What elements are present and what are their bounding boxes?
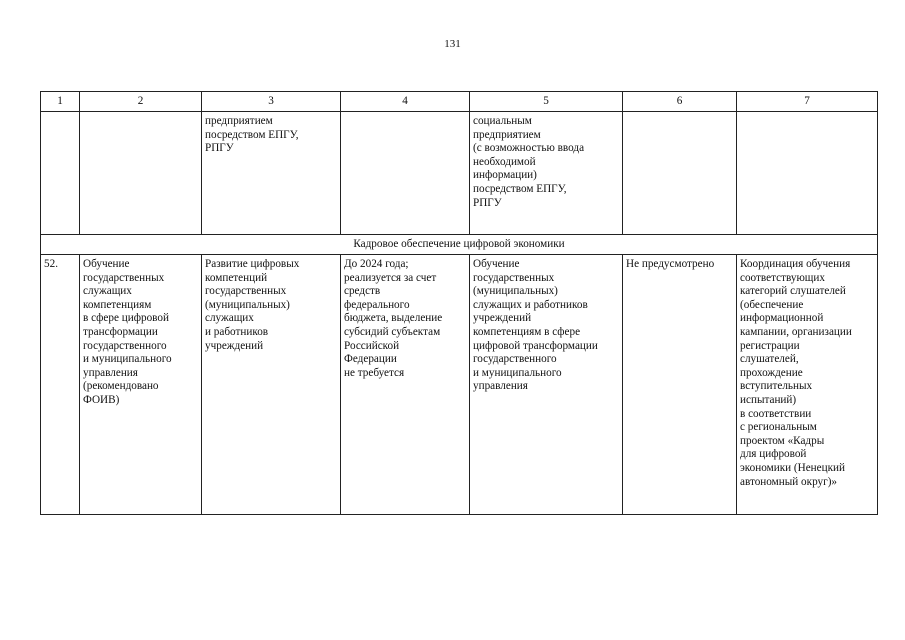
measure-timing-funding: До 2024 года; реализуется за счет средств федерального бюджета, выделение субсидий субъектам Российской Федерации не требуется bbox=[341, 255, 470, 515]
page-number: 131 bbox=[444, 38, 461, 50]
measure-regional-funding: Не предусмотрено bbox=[623, 255, 737, 515]
continuation-cell-2 bbox=[80, 112, 202, 235]
section-title: Кадровое обеспечение цифровой экономики bbox=[41, 235, 878, 255]
continuation-cell-7 bbox=[737, 112, 878, 235]
continuation-cell-5: социальным предприятием (с возможностью ввода необходимой информации) посредством ЕПГУ, РПГУ bbox=[470, 112, 623, 235]
row-number: 52. bbox=[41, 255, 80, 515]
measure-name: Обучение государственных служащих компетенциям в сфере цифровой трансформации государственного и муниципального управления (рекомендовано ФОИВ) bbox=[80, 255, 202, 515]
column-number-header-row bbox=[41, 92, 878, 112]
column-number-7: 7 bbox=[737, 92, 878, 112]
continuation-cell-1 bbox=[41, 112, 80, 235]
column-number-3: 3 bbox=[202, 92, 341, 112]
continuation-cell-6 bbox=[623, 112, 737, 235]
column-number-1: 1 bbox=[41, 92, 80, 112]
column-number-5: 5 bbox=[470, 92, 623, 112]
continuation-cell-3: предприятием посредством ЕПГУ, РПГУ bbox=[202, 112, 341, 235]
continuation-cell-4 bbox=[341, 112, 470, 235]
section-heading-row bbox=[41, 235, 878, 255]
measure-goal: Развитие цифровых компетенций государственных (муниципальных) служащих и работников учреждений bbox=[202, 255, 341, 515]
measure-regional-actions: Координация обучения соответствующих категорий слушателей (обеспечение информационной кампании, организации регистрации слушателей, прохождение вступительных испытаний) в соответствии с региональным проектом «Кадры для цифровой экономики (Ненецкий автономный округ)» bbox=[737, 255, 878, 515]
measure-result: Обучение государственных (муниципальных) служащих и работников учреждений компетенциям в сфере цифровой трансформации государственного и муниципального управления bbox=[470, 255, 623, 515]
continuation-row bbox=[41, 112, 878, 235]
column-number-4: 4 bbox=[341, 92, 470, 112]
table-row-52 bbox=[41, 255, 878, 515]
measures-table bbox=[40, 91, 878, 515]
column-number-6: 6 bbox=[623, 92, 737, 112]
column-number-2: 2 bbox=[80, 92, 202, 112]
